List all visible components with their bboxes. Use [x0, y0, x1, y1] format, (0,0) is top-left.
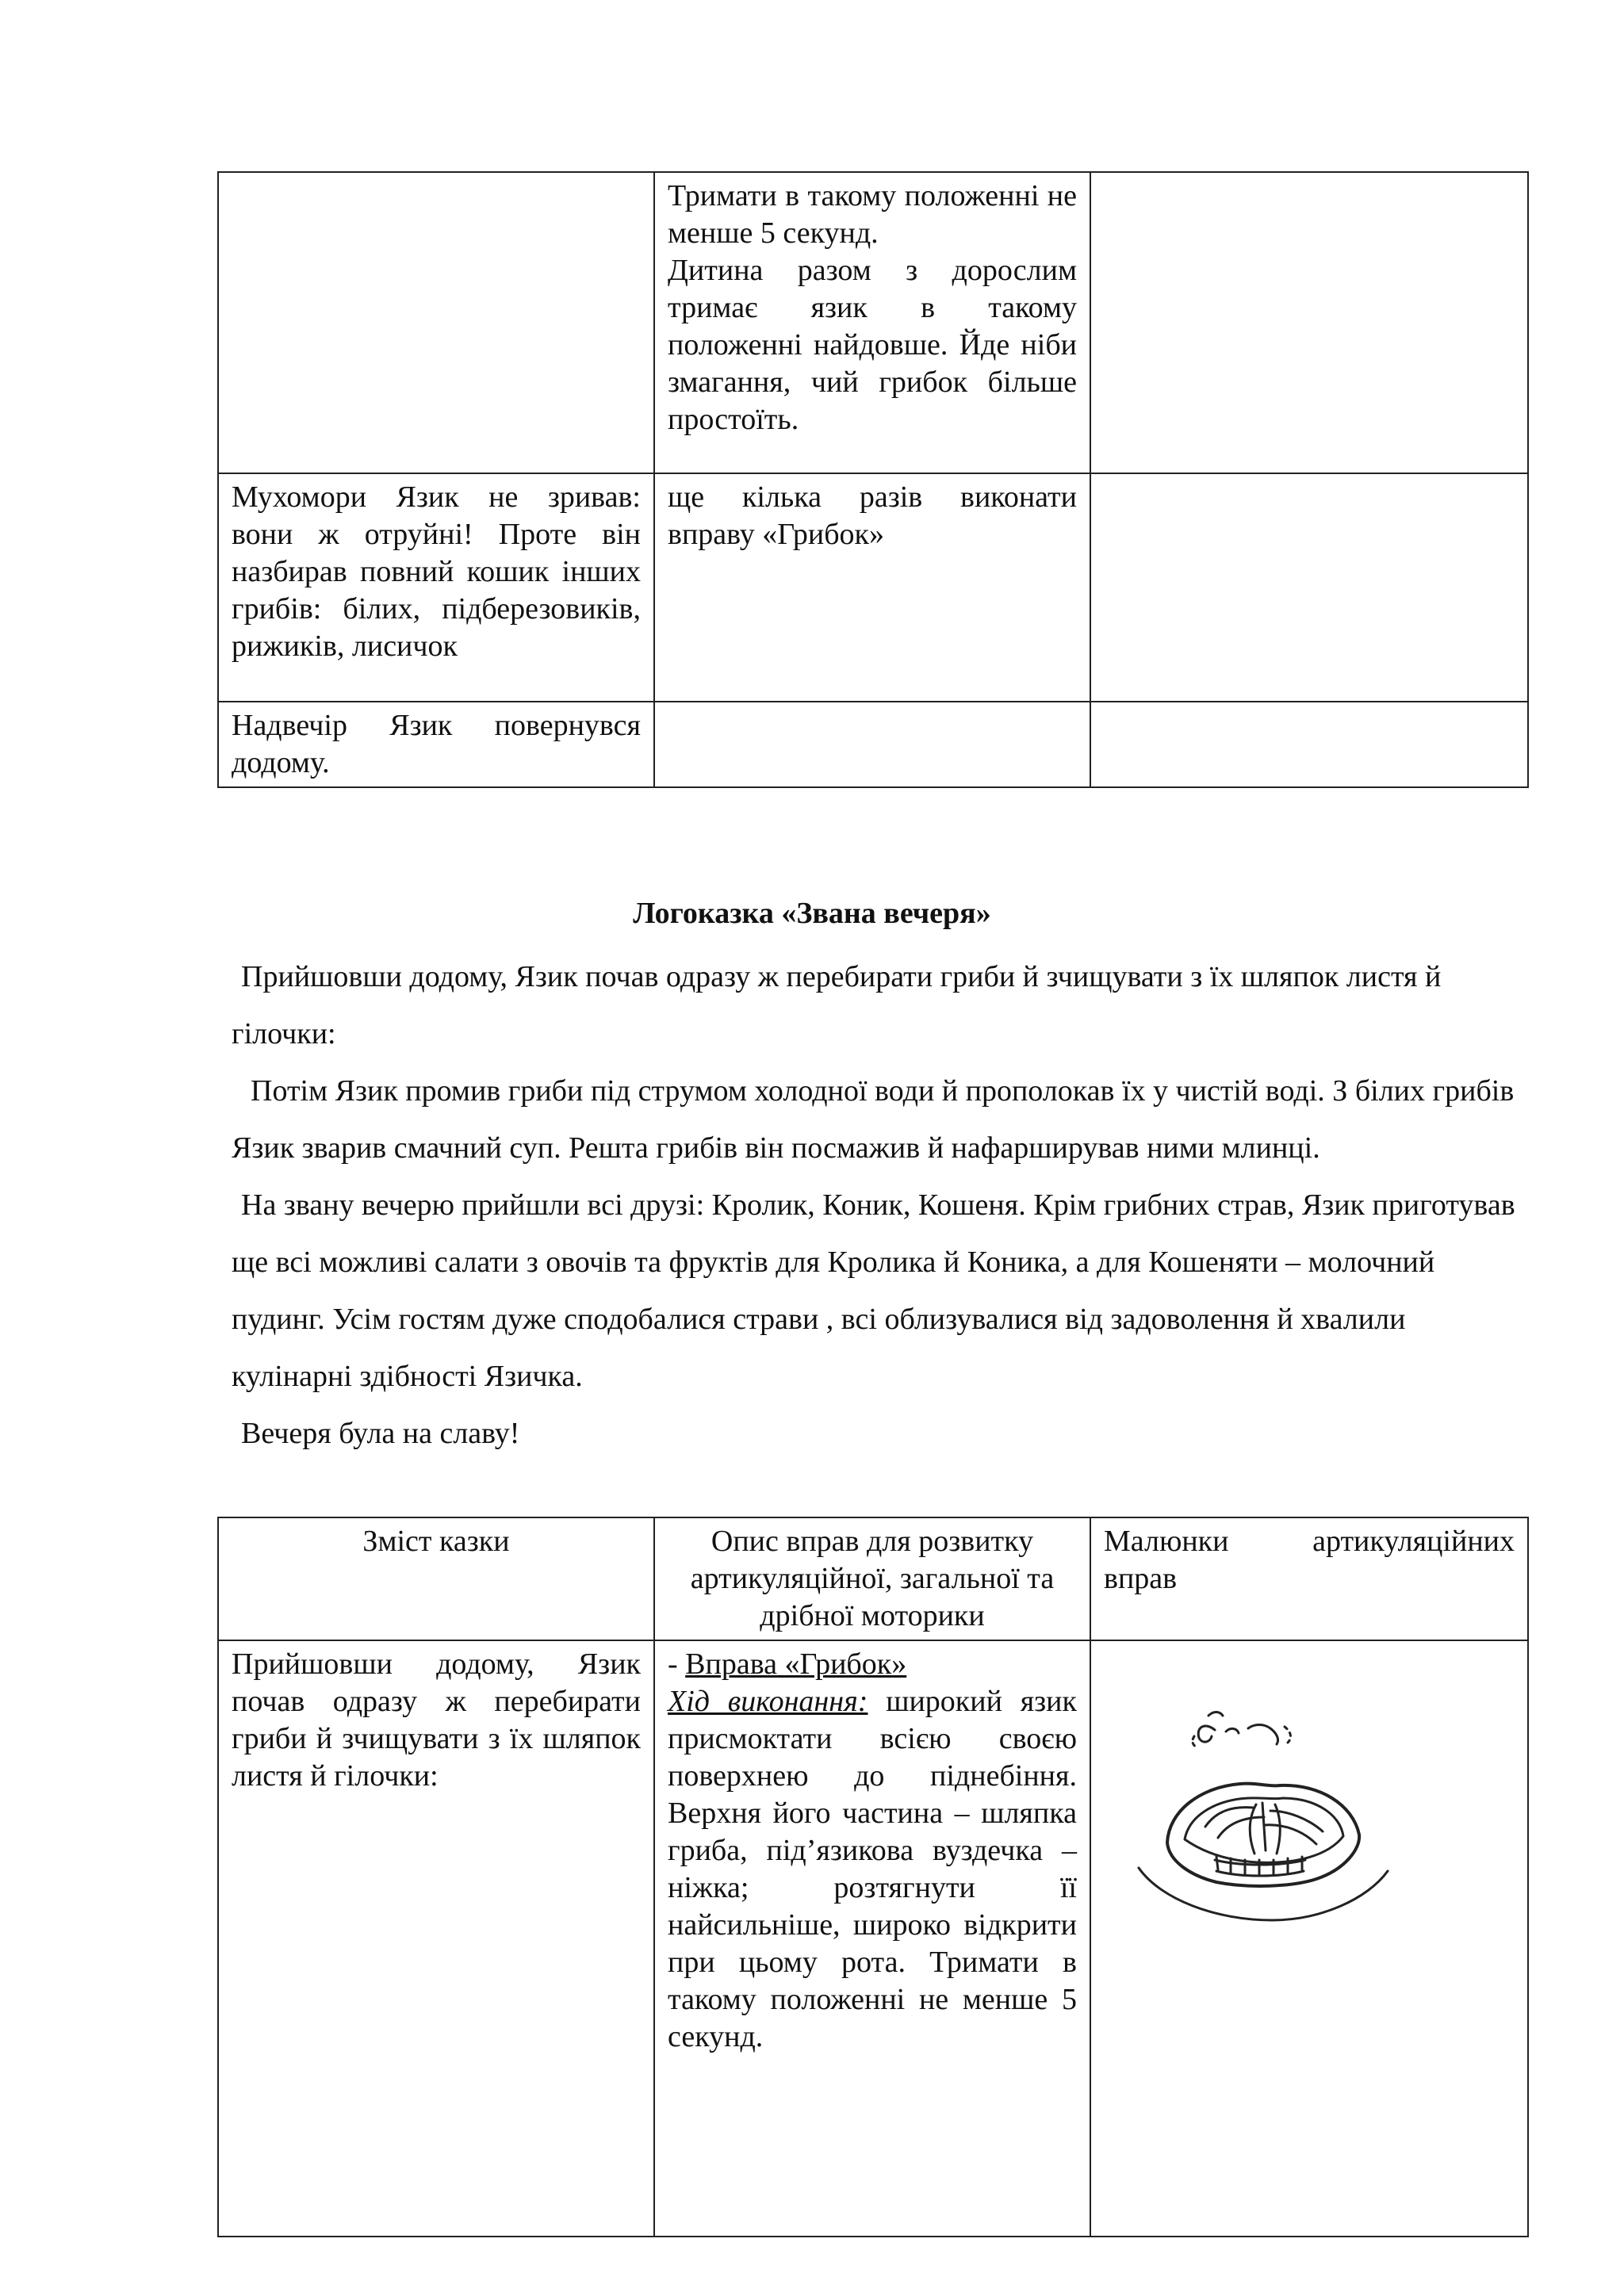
story-cell: Прийшовши додому, Язик почав одразу ж перебирати гриби й зчищувати з їх шляпок листя й гілочки:: [218, 1640, 654, 2237]
exercise-label: Хід виконання:: [668, 1685, 868, 1718]
exercise-name: Вправа «Грибок»: [685, 1647, 907, 1681]
exercise-cell: [654, 473, 1090, 702]
table-row: [218, 172, 1528, 473]
picture-cell: [1090, 172, 1528, 473]
paragraph: Вечеря була на славу!: [241, 1417, 520, 1450]
exercise-cell: [654, 702, 1090, 787]
exercise-description: [668, 1683, 1077, 2056]
header-content: Зміст казки: [218, 1517, 654, 1640]
header-picture: Малюнки артикуляційних вправ: [1090, 1517, 1528, 1640]
header-exercise: Опис вправ для розвитку артикуляційної, загальної та дрібної моторики: [654, 1517, 1090, 1640]
story-cell: [218, 172, 654, 473]
exercise-text: широкий язик присмоктати всією своєю поверхнею до піднебіння. Верхня його частина – шляпка гриба, під’язикова вуздечка – ніжка; розтягнути її найсильніше, широко відкрити при цьому рота. Тримати в такому положенні не менше 5 секунд.: [668, 1685, 1077, 2053]
exercise-table: [217, 1517, 1529, 2237]
picture-cell: [1090, 1640, 1528, 2237]
paragraph: Потім Язик промив гриби під струмом холодної води й прополокав їх у чистій воді. З білих грибів Язик зварив смачний суп. Решта грибів він посмажив й нафарширував ними млинці.: [232, 1074, 1515, 1165]
table-row: [218, 1640, 1528, 2237]
paragraph: На звану вечерю прийшли всі друзі: Кролик, Коник, Кошеня. Крім грибних страв, Язик приготував ще всі можливі салати з овочів та фруктів для Кролика й Коника, а для Кошеняти – молочний пудинг. Усім гостям дуже сподобалися страви , всі облизувалися від задоволення й хвалили кулінарні здібності Язичка.: [232, 1188, 1515, 1393]
table-header-row: [218, 1517, 1528, 1640]
paragraph: Прийшовши додому, Язик почав одразу ж перебирати гриби й зчищувати з їх шляпок листя й гілочки:: [232, 960, 1442, 1050]
exercise-cell: [654, 172, 1090, 473]
mouth-mushroom-exercise-drawing-icon: [1129, 1692, 1399, 1930]
exercise-table-continuation: [217, 171, 1529, 788]
exercise-cell: [654, 1640, 1090, 2237]
story-cell: Мухомори Язик не зривав: вони ж отруйні! Проте він назбирав повний кошик інших грибів: білих, підберезовиків, рижиків, лисичок: [218, 473, 654, 702]
picture-cell: [1090, 473, 1528, 702]
exercise-line: ще кілька разів виконати вправу «Грибок»: [668, 480, 1077, 551]
exercise-title: - Вправа «Грибок»: [668, 1647, 907, 1681]
section-title: Логоказка «Звана вечеря»: [633, 897, 991, 930]
picture-cell: [1090, 702, 1528, 787]
exercise-line: Тримати в такому положенні не менше 5 секунд.: [668, 179, 1077, 250]
table-row: [218, 473, 1528, 702]
story-cell: Надвечір Язик повернувся додому.: [218, 702, 654, 787]
story-text: [232, 948, 1516, 1462]
exercise-line: Дитина разом з дорослим тримає язик в такому положенні найдовше. Йде ніби змагання, чий грибок більше простоїть.: [668, 254, 1077, 436]
table-row: [218, 702, 1528, 787]
